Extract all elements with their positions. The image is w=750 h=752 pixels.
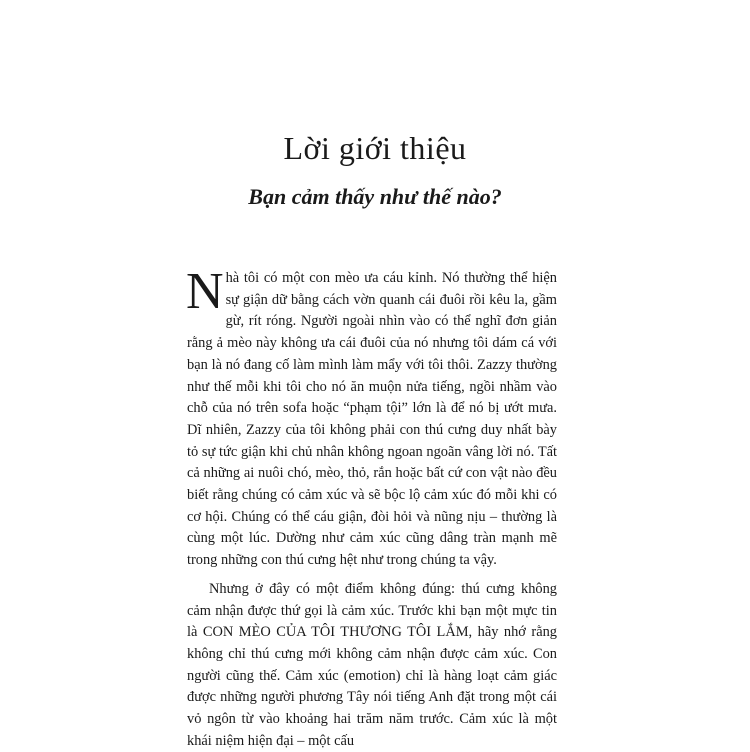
chapter-title: Lời giới thiệu	[283, 130, 467, 166]
body-text	[186, 263, 557, 752]
paragraph-1	[186, 263, 557, 572]
chapter-subtitle: Bạn cảm thấy như thế nào?	[248, 184, 502, 209]
drop-cap: N	[186, 263, 224, 320]
paragraph-2: Nhưng ở đây có một điểm không đúng: thú cưng không cảm nhận được thứ gọi là cảm xúc. Trước khi bạn một mực tin là CON MÈO CỦA TÔI THƯƠNG TÔI LẮM, hãy nhớ rằng không chỉ thú cưng mới không cảm nhận được cảm xúc. Con người cũng thế. Cảm xúc (emotion) chỉ là hàng loạt cảm giác được những người phương Tây nói tiếng Anh đặt trong một cái vỏ ngôn từ vào khoảng hai trăm năm trước. Cảm xúc là một khái niệm hiện đại – một cấu	[187, 580, 557, 749]
paragraph-1-text: hà tôi có một con mèo ưa cáu kỉnh. Nó thường thể hiện sự giận dữ bằng cách vờn quanh cái đuôi rồi kêu la, gầm gừ, rít róng. Người ngoài nhìn vào có thể nghĩ đơn giản rằng ả mèo này không ưa cái đuôi của nó nhưng tôi dám cá với bạn là nó đang cố làm mình làm mẩy với tôi thôi. Zazzy thường như thế mỗi khi tôi cho nó ăn muộn nửa tiếng, ngồi nhầm vào chỗ của nó trên sofa hoặc “phạm tội” lớn là để nó bị ướt mưa. Dĩ nhiên, Zazzy của tôi không phải con thú cưng duy nhất bày tỏ sự tức giận khi chủ nhân không ngoan ngoãn vâng lời nó. Tất cả những ai nuôi chó, mèo, thỏ, rắn hoặc bất cứ con vật nào đều biết rằng chúng có cảm xúc và sẽ bộc lộ cảm xúc đó mỗi khi có cơ hội. Chúng có thể cáu giận, đòi hỏi và nũng nịu – thường là cùng một lúc. Dường như cảm xúc cũng dâng tràn mạnh mẽ trong những con thú cưng hệt như trong chúng ta vậy.	[187, 270, 557, 569]
